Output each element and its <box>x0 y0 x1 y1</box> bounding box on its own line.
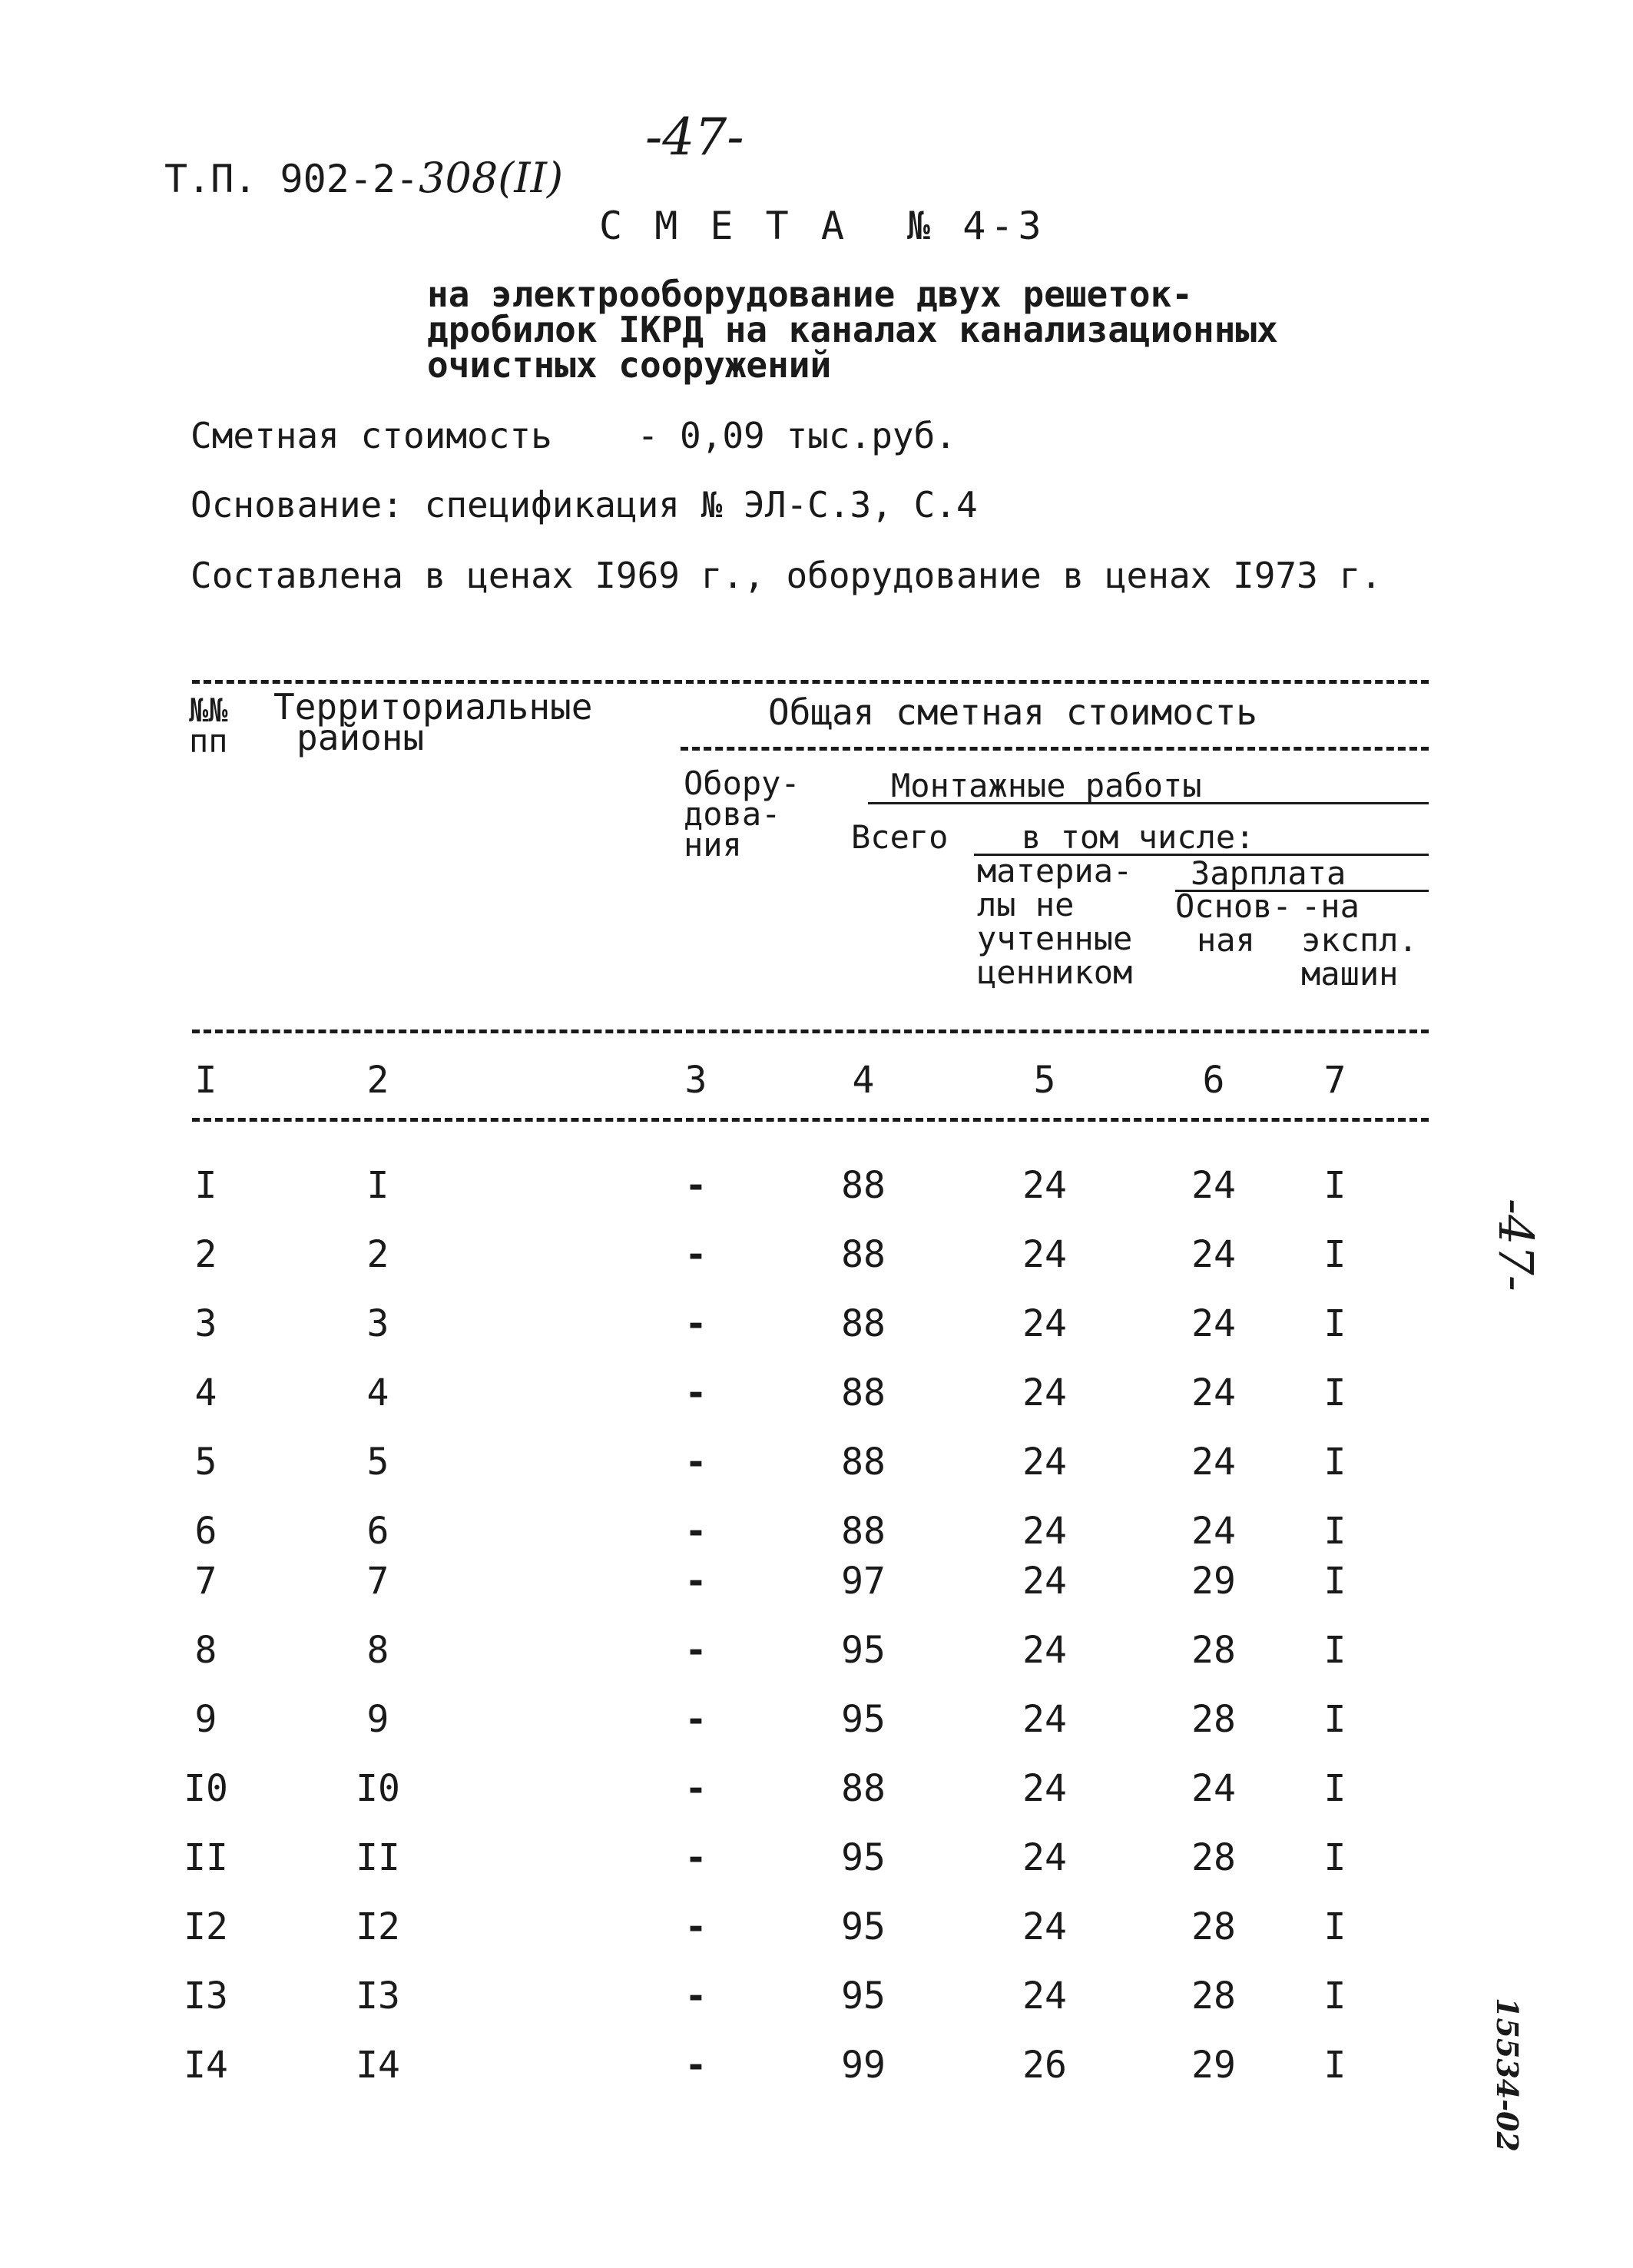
subtitle-line: очистных сооружений <box>427 344 832 386</box>
cell-machines: I <box>1323 1905 1346 1948</box>
cell-region: I3 <box>356 1975 400 2018</box>
cell-row-number: I3 <box>184 1975 228 2018</box>
cell-materials: 24 <box>1022 1975 1067 2018</box>
prices-line: Составлена в ценах I969 г., оборудование в ценах I973 г. <box>190 555 1382 596</box>
cell-total: 88 <box>841 1371 886 1414</box>
cell-equipment: - <box>684 1975 707 2018</box>
cell-materials: 24 <box>1022 1560 1067 1603</box>
cell-row-number: 8 <box>194 1629 217 1672</box>
cell-machines: I <box>1323 1836 1346 1879</box>
cell-salary-basic: 24 <box>1191 1510 1236 1553</box>
cell-row-number: I4 <box>184 2044 228 2087</box>
column-number-1: I <box>194 1059 217 1102</box>
header-bottom-rule <box>192 1030 1429 1033</box>
column-number-5: 5 <box>1033 1059 1056 1102</box>
cell-row-number: I2 <box>184 1905 228 1948</box>
cell-equipment: - <box>684 1629 707 1672</box>
page-number: -47- <box>645 108 744 167</box>
cell-machines: I <box>1323 1698 1346 1741</box>
document-code-handwritten: 308(II) <box>419 154 564 202</box>
document-code <box>164 154 563 202</box>
cell-materials: 24 <box>1022 1371 1067 1414</box>
margin-page-mark: -47- <box>1488 1199 1544 1292</box>
header-region-col: Территориальные районы <box>273 686 593 758</box>
cell-machines: I <box>1323 2044 1346 2087</box>
cell-machines: I <box>1323 1975 1346 2018</box>
cell-equipment: - <box>684 1164 707 1207</box>
cell-salary-basic: 28 <box>1191 1905 1236 1948</box>
cost-line: Сметная стоимость - 0,09 тыс.руб. <box>190 415 956 456</box>
mounting-underline <box>868 802 1429 804</box>
cell-salary-basic: 29 <box>1191 2044 1236 2087</box>
cell-materials: 24 <box>1022 1905 1067 1948</box>
column-number-6: 6 <box>1202 1059 1225 1102</box>
cell-equipment: - <box>684 2044 707 2087</box>
cell-equipment: - <box>684 1905 707 1948</box>
cell-salary-basic: 28 <box>1191 1698 1236 1741</box>
cell-row-number: 5 <box>194 1441 217 1484</box>
header-mounting: Монтажные работы <box>891 767 1202 804</box>
title-word: С М Е Т А <box>599 204 849 248</box>
cell-region: 6 <box>366 1510 389 1553</box>
cell-machines: I <box>1323 1302 1346 1345</box>
header-machines: -на экспл. машин <box>1301 887 1418 993</box>
cell-total: 97 <box>841 1560 886 1603</box>
cell-region: I2 <box>356 1905 400 1948</box>
column-number-3: 3 <box>684 1059 707 1102</box>
cell-total: 95 <box>841 1836 886 1879</box>
cell-materials: 24 <box>1022 1164 1067 1207</box>
margin-stamp: 15534-02 <box>1490 1998 1525 2152</box>
cell-materials: 24 <box>1022 1836 1067 1879</box>
column-number-2: 2 <box>366 1059 389 1102</box>
header-group-rule <box>681 747 1429 751</box>
cell-equipment: - <box>684 1302 707 1345</box>
cell-salary-basic: 24 <box>1191 1302 1236 1345</box>
cell-total: 95 <box>841 1905 886 1948</box>
cell-total: 88 <box>841 1233 886 1276</box>
cell-machines: I <box>1323 1233 1346 1276</box>
cell-row-number: 2 <box>194 1233 217 1276</box>
cell-equipment: - <box>684 1767 707 1810</box>
header-including: в том числе: <box>1022 818 1255 856</box>
cell-salary-basic: 24 <box>1191 1441 1236 1484</box>
cell-region: I4 <box>356 2044 400 2087</box>
cell-salary-basic: 29 <box>1191 1560 1236 1603</box>
cell-row-number: II <box>184 1836 228 1879</box>
cell-total: 88 <box>841 1441 886 1484</box>
cell-total: 95 <box>841 1698 886 1741</box>
header-salary: Зарплата <box>1191 854 1346 892</box>
cell-materials: 26 <box>1022 2044 1067 2087</box>
cell-machines: I <box>1323 1510 1346 1553</box>
column-number-4: 4 <box>852 1059 875 1102</box>
cell-machines: I <box>1323 1441 1346 1484</box>
header-basic: Основ- ная <box>1175 887 1292 959</box>
cell-salary-basic: 28 <box>1191 1975 1236 2018</box>
cell-total: 88 <box>841 1510 886 1553</box>
cell-materials: 24 <box>1022 1767 1067 1810</box>
cell-materials: 24 <box>1022 1510 1067 1553</box>
cell-materials: 24 <box>1022 1698 1067 1741</box>
cell-region: 7 <box>366 1560 389 1603</box>
estimate-title <box>599 204 1046 248</box>
cell-total: 88 <box>841 1164 886 1207</box>
subtitle-line: на электрооборудование двух решеток- <box>427 274 1193 315</box>
cell-equipment: - <box>684 1698 707 1741</box>
cell-region: II <box>356 1836 400 1879</box>
cell-materials: 24 <box>1022 1441 1067 1484</box>
cell-equipment: - <box>684 1233 707 1276</box>
cell-equipment: - <box>684 1836 707 1879</box>
column-number-rule <box>192 1118 1429 1122</box>
cell-region: 9 <box>366 1698 389 1741</box>
cell-salary-basic: 28 <box>1191 1836 1236 1879</box>
cell-salary-basic: 24 <box>1191 1371 1236 1414</box>
cell-total: 88 <box>841 1302 886 1345</box>
cell-salary-basic: 28 <box>1191 1629 1236 1672</box>
cell-row-number: I0 <box>184 1767 228 1810</box>
cell-region: 8 <box>366 1629 389 1672</box>
header-number-col: №№ пп <box>189 691 228 760</box>
cell-total: 99 <box>841 2044 886 2087</box>
cell-materials: 24 <box>1022 1302 1067 1345</box>
cell-salary-basic: 24 <box>1191 1767 1236 1810</box>
cell-row-number: 6 <box>194 1510 217 1553</box>
cell-region: 2 <box>366 1233 389 1276</box>
cell-salary-basic: 24 <box>1191 1233 1236 1276</box>
cell-machines: I <box>1323 1371 1346 1414</box>
cell-total: 88 <box>841 1767 886 1810</box>
cell-row-number: 7 <box>194 1560 217 1603</box>
cell-row-number: 4 <box>194 1371 217 1414</box>
header-materials: материа- лы не учтенные ценником <box>977 852 1133 991</box>
title-number: № 4-3 <box>907 204 1046 248</box>
cell-total: 95 <box>841 1629 886 1672</box>
cell-equipment: - <box>684 1510 707 1553</box>
cell-row-number: 3 <box>194 1302 217 1345</box>
cell-machines: I <box>1323 1560 1346 1603</box>
cell-equipment: - <box>684 1441 707 1484</box>
header-total-cost: Общая сметная стоимость <box>768 691 1257 733</box>
cell-total: 95 <box>841 1975 886 2018</box>
cell-equipment: - <box>684 1560 707 1603</box>
cell-machines: I <box>1323 1629 1346 1672</box>
header-equipment: Обору- дова- ния <box>684 764 800 864</box>
subtitle-line: дробилок IКРД на каналах канализационных <box>427 309 1278 350</box>
column-number-7: 7 <box>1323 1059 1346 1102</box>
cell-region: I0 <box>356 1767 400 1810</box>
cell-salary-basic: 24 <box>1191 1164 1236 1207</box>
document-code-typed: Т.П. 902-2- <box>164 157 419 201</box>
cell-row-number: I <box>194 1164 217 1207</box>
cell-machines: I <box>1323 1164 1346 1207</box>
cell-region: 5 <box>366 1441 389 1484</box>
cell-region: 4 <box>366 1371 389 1414</box>
cell-region: 3 <box>366 1302 389 1345</box>
cell-materials: 24 <box>1022 1629 1067 1672</box>
header-top-rule <box>192 680 1429 684</box>
basis-line: Основание: спецификация № ЭЛ-С.3, С.4 <box>190 484 978 526</box>
cell-machines: I <box>1323 1767 1346 1810</box>
cell-materials: 24 <box>1022 1233 1067 1276</box>
cell-region: I <box>366 1164 389 1207</box>
estimate-subtitle <box>427 274 1278 386</box>
cell-row-number: 9 <box>194 1698 217 1741</box>
cell-equipment: - <box>684 1371 707 1414</box>
header-all: Всего <box>851 818 949 856</box>
